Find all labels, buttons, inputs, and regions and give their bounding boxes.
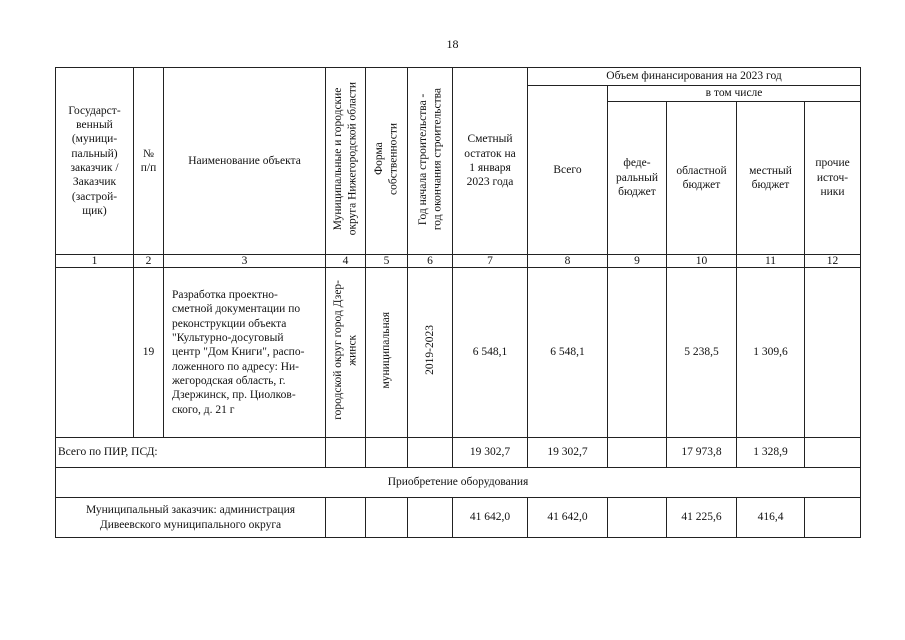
empty-cell	[326, 498, 366, 538]
object-years: 2019-2023	[423, 325, 436, 376]
header-estimated-balance: Сметный остаток на 1 января 2023 года	[453, 68, 528, 255]
header-regional: областной бюджет	[667, 102, 737, 255]
table-row	[56, 268, 861, 438]
object-customer-cell	[56, 268, 134, 438]
section-row	[56, 468, 861, 498]
column-number: 6	[408, 255, 453, 268]
object-other	[805, 268, 861, 438]
object-local: 1 309,6	[737, 268, 805, 438]
customer-federal	[608, 498, 667, 538]
header-local: местный бюджет	[737, 102, 805, 255]
column-number: 1	[56, 255, 134, 268]
empty-cell	[366, 438, 408, 468]
customer-label: Муниципальный заказчик: администрация Дивеевского муниципального округа	[56, 498, 326, 538]
object-municipality-cell	[326, 268, 366, 438]
total-regional: 17 973,8	[667, 438, 737, 468]
object-years-cell	[408, 268, 453, 438]
total-other	[805, 438, 861, 468]
header-total: Всего	[528, 86, 608, 255]
header-customer: Государст- венный (муници- пальный) заказчик / Заказчик (застрой- щик)	[56, 68, 134, 255]
header-index: № п/п	[134, 68, 164, 255]
empty-cell	[408, 438, 453, 468]
financing-table	[55, 67, 861, 538]
object-ownership: муниципальная	[380, 312, 393, 389]
total-federal	[608, 438, 667, 468]
header-years: Год начала строительства - год окончания строительства	[416, 87, 443, 230]
object-index: 19	[134, 268, 164, 438]
total-local: 1 328,9	[737, 438, 805, 468]
header-object-name: Наименование объекта	[164, 68, 326, 255]
section-title: Приобретение оборудования	[56, 468, 861, 498]
table-row	[56, 438, 861, 468]
header-ownership-cell	[366, 68, 408, 255]
object-municipality: городской округ город Дзер- жинск	[332, 280, 359, 421]
header-ownership: Форма собственности	[373, 122, 400, 195]
column-number: 11	[737, 255, 805, 268]
empty-cell	[408, 498, 453, 538]
header-years-cell	[408, 68, 453, 255]
object-ownership-cell	[366, 268, 408, 438]
customer-other	[805, 498, 861, 538]
page-number: 18	[446, 37, 459, 51]
column-number: 10	[667, 255, 737, 268]
header-funding-group: Объем финансирования на 2023 год	[528, 68, 861, 86]
customer-local: 416,4	[737, 498, 805, 538]
table-row	[56, 498, 861, 538]
empty-cell	[366, 498, 408, 538]
customer-regional: 41 225,6	[667, 498, 737, 538]
header-municipality-cell	[326, 68, 366, 255]
header-other: прочие источ- ники	[805, 102, 861, 255]
header-federal: феде- ральный бюджет	[608, 102, 667, 255]
total-estimated-balance: 19 302,7	[453, 438, 528, 468]
customer-estimated-balance: 41 642,0	[453, 498, 528, 538]
object-federal	[608, 268, 667, 438]
column-number: 5	[366, 255, 408, 268]
customer-total: 41 642,0	[528, 498, 608, 538]
header-including: в том числе	[608, 86, 861, 102]
empty-cell	[326, 438, 366, 468]
column-number: 2	[134, 255, 164, 268]
object-name: Разработка проектно- сметной документации по реконструкции объекта "Культурно-досуговый центр "Дом Книги", распо- ложенного по адресу: Ни- жегородская область, г. Дзержинск, пр. Циолков- ского, д. 21 г	[164, 268, 326, 438]
total-total: 19 302,7	[528, 438, 608, 468]
object-estimated-balance: 6 548,1	[453, 268, 528, 438]
column-number: 8	[528, 255, 608, 268]
column-number: 7	[453, 255, 528, 268]
total-label: Всего по ПИР, ПСД:	[56, 438, 326, 468]
object-regional: 5 238,5	[667, 268, 737, 438]
column-number: 9	[608, 255, 667, 268]
column-number: 12	[805, 255, 861, 268]
column-number: 4	[326, 255, 366, 268]
object-total: 6 548,1	[528, 268, 608, 438]
column-number: 3	[164, 255, 326, 268]
header-municipality: Муниципальные и городские округа Нижегородской области	[332, 82, 359, 236]
